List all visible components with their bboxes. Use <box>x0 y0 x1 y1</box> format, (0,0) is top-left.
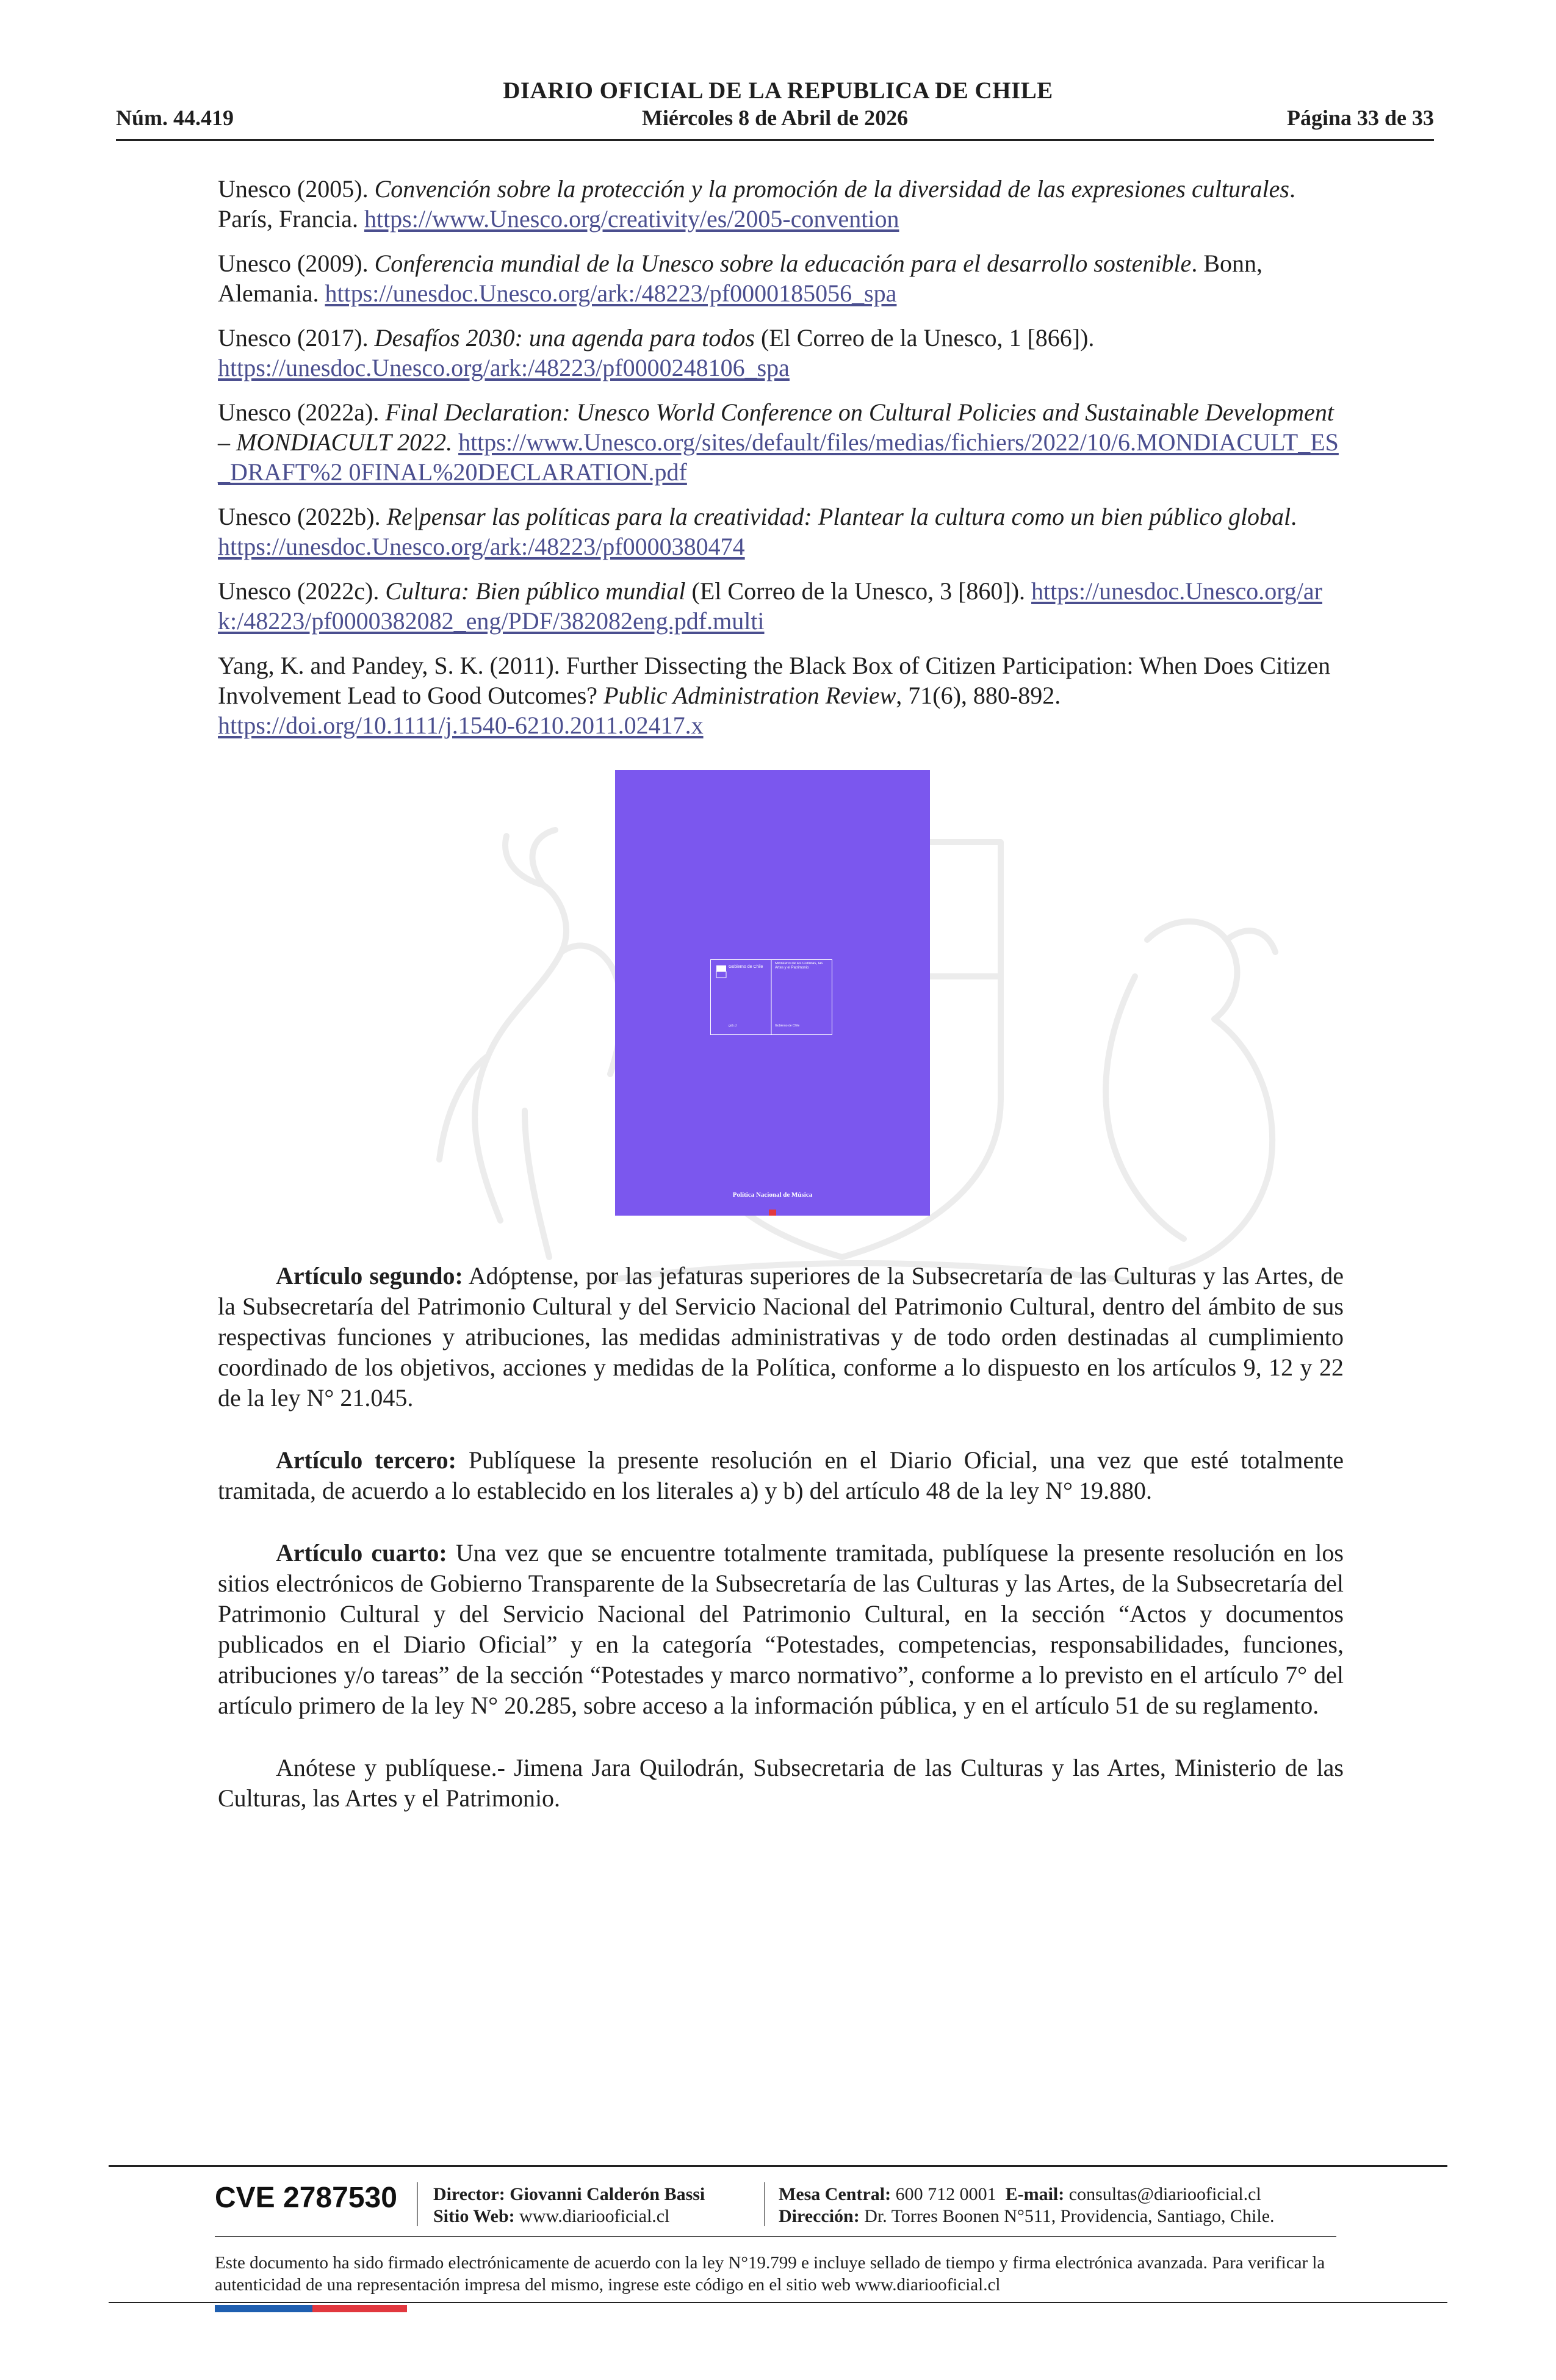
reference-link[interactable]: https://unesdoc.Unesco.org/ark:/48223/pf0000248106_spa <box>218 354 790 381</box>
reference-link[interactable]: https://unesdoc.Unesco.org/ark:/48223/pf0000382082_eng/PDF/382082eng.pdf.multi <box>218 577 1322 635</box>
logo-right-text: Ministerio de las Culturas, las Artes y el Patrimonio <box>775 962 823 970</box>
logo-left-text: Gobierno de Chile <box>729 965 763 969</box>
website-link[interactable]: www.diariooficial.cl <box>519 2206 670 2226</box>
logo-left-small: gob.cl <box>729 1024 737 1028</box>
reference-link[interactable]: https://www.Unesco.org/creativity/es/2005-convention <box>364 205 899 233</box>
footer-divider-bottom <box>109 2302 1447 2303</box>
flag-stripe-blue <box>215 2305 312 2312</box>
reference-link[interactable]: https://unesdoc.Unesco.org/ark:/48223/pf0000185056_spa <box>325 279 897 307</box>
reference-item: Unesco (2022a). Final Declaration: Unesco World Conference on Cultural Policies and Sustainable Development – MONDIACULT 2022. https://www.Unesco.org/sites/default/files/medias/fichiers/2022/10/6.MONDIACULT_ES_DRAFT%2 0FINAL%20DECLARATION.pdf <box>218 398 1339 486</box>
cover-title: Política Nacional de Música <box>732 1191 813 1199</box>
reference-item: Unesco (2009). Conferencia mundial de la Unesco sobre la educación para el desarrollo sostenible. Bonn, Alemania. https://unesdoc.Unesco.org/ark:/48223/pf0000185056_spa <box>218 250 1262 307</box>
government-logo <box>710 959 832 1035</box>
article-paragraph: Artículo tercero: Publíquese la presente resolución en el Diario Oficial, una vez que esté totalmente tramitada, de acuerdo a lo establecido en los literales a) y b) del artículo 48 de la ley N° 19.880. <box>218 1446 1344 1504</box>
issue-date: Miércoles 8 de Abril de 2026 <box>641 106 909 130</box>
page-number: Página 33 de 33 <box>1286 106 1434 130</box>
email-link[interactable]: consultas@diariooficial.cl <box>1068 2184 1261 2204</box>
header-divider <box>116 139 1434 141</box>
footer-separator <box>417 2182 418 2226</box>
articles-section <box>218 1261 1344 1845</box>
signature-notice: Este documento ha sido firmado electrónicamente de acuerdo con la ley N°19.799 e incluye sellado de tiempo y firma electrónica avanzada. Para verificar la autenticidad de una representación impresa del mismo, ingrese este código en el sitio web www.diariooficial.cl <box>215 2253 1325 2295</box>
reference-link[interactable]: https://doi.org/10.1111/j.1540-6210.2011.02417.x <box>218 712 704 739</box>
footer-divider-top <box>109 2165 1447 2167</box>
footer-separator <box>764 2182 765 2226</box>
reference-item: Unesco (2022c). Cultura: Bien público mundial (El Correo de la Unesco, 3 [860]). https://unesdoc.Unesco.org/ark:/48223/pf0000382082_eng/PDF/382082eng.pdf.multi <box>218 577 1322 635</box>
policy-cover-image <box>615 770 930 1216</box>
reference-link[interactable]: https://unesdoc.Unesco.org/ark:/48223/pf0000380474 <box>218 533 745 560</box>
article-paragraph: Artículo cuarto: Una vez que se encuentre totalmente tramitada, publíquese la presente resolución en los sitios electrónicos de Gobierno Transparente de la Subsecretaría de las Culturas y las Artes, de la Subsecretaría del Patrimonio Cultural y del Servicio Nacional del Patrimonio Cultural, en la sección “Actos y documentos publicados en el Diario Oficial” y en la categoría “Potestades, competencias, responsabilidades, funciones, atribuciones y/o tareas” de la sección “Potestades y marco normativo”, conforme a lo previsto en el artículo 7° del artículo primero de la ley N° 20.285, sobre acceso a la información pública, y en el artículo 51 de su reglamento. <box>218 1539 1344 1719</box>
newspaper-title: DIARIO OFICIAL DE LA REPUBLICA DE CHILE <box>503 78 1053 104</box>
closing-paragraph: Anótese y publíquese.- Jimena Jara Quilodrán, Subsecretaria de las Culturas y las Artes, Ministerio de las Culturas, las Artes y el Patrimonio. <box>218 1754 1344 1812</box>
reference-item: Unesco (2017). Desafíos 2030: una agenda para todos (El Correo de la Unesco, 1 [866]). https://unesdoc.Unesco.org/ark:/48223/pf0000248106_spa <box>218 324 1095 381</box>
article-paragraph: Artículo segundo: Adóptense, por las jefaturas superiores de la Subsecretaría de las Culturas y las Artes, de la Subsecretaría del Patrimonio Cultural y del Servicio Nacional del Patrimonio Cultural, dentro del ámbito de sus respectivas funciones y atribuciones, las medidas administrativas y de todo orden destinadas al cumplimiento coordinado de los objetivos, acciones y medidas de la Política, conforme a lo dispuesto en los artículos 9, 12 y 22 de la ley N° 21.045. <box>218 1262 1344 1412</box>
footer-contact-block: Mesa Central: 600 712 0001 E-mail: consultas@diariooficial.cl Dirección: Dr. Torres Boonen N°511, Providencia, Santiago, Chile. <box>779 2184 1275 2226</box>
reference-link[interactable]: https://www.Unesco.org/sites/default/files/medias/fichiers/2022/10/6.MONDIACULT_ES_DRAFT%2 0FINAL%20DECLARATION.pdf <box>218 428 1339 486</box>
header-row <box>116 105 1434 135</box>
reference-item: Unesco (2005). Convención sobre la protección y la promoción de la diversidad de las expresiones culturales. París, Francia. https://www.Unesco.org/creativity/es/2005-convention <box>218 175 1295 233</box>
reference-item: Yang, K. and Pandey, S. K. (2011). Further Dissecting the Black Box of Citizen Participation: When Does Citizen Involvement Lead to Good Outcomes? Public Administration Review, 71(6), 880-892. https://doi.org/10.1111/j.1540-6210.2011.02417.x <box>218 652 1331 739</box>
footer-divider-mid <box>215 2236 1336 2237</box>
cve-code: CVE 2787530 <box>215 2182 397 2214</box>
issue-number: Núm. 44.419 <box>116 106 234 130</box>
references-list <box>218 174 1344 755</box>
flag-stripe-red <box>312 2305 407 2312</box>
logo-right-small: Gobierno de Chile <box>775 1024 800 1028</box>
cover-mark-icon <box>769 1210 776 1216</box>
footer-director-block: Director: Giovanni Calderón Bassi Sitio Web: www.diariooficial.cl <box>433 2184 705 2226</box>
reference-item: Unesco (2022b). Re|pensar las políticas para la creatividad: Plantear la cultura como un bien público global. https://unesdoc.Unesco.org/ark:/48223/pf0000380474 <box>218 503 1297 560</box>
